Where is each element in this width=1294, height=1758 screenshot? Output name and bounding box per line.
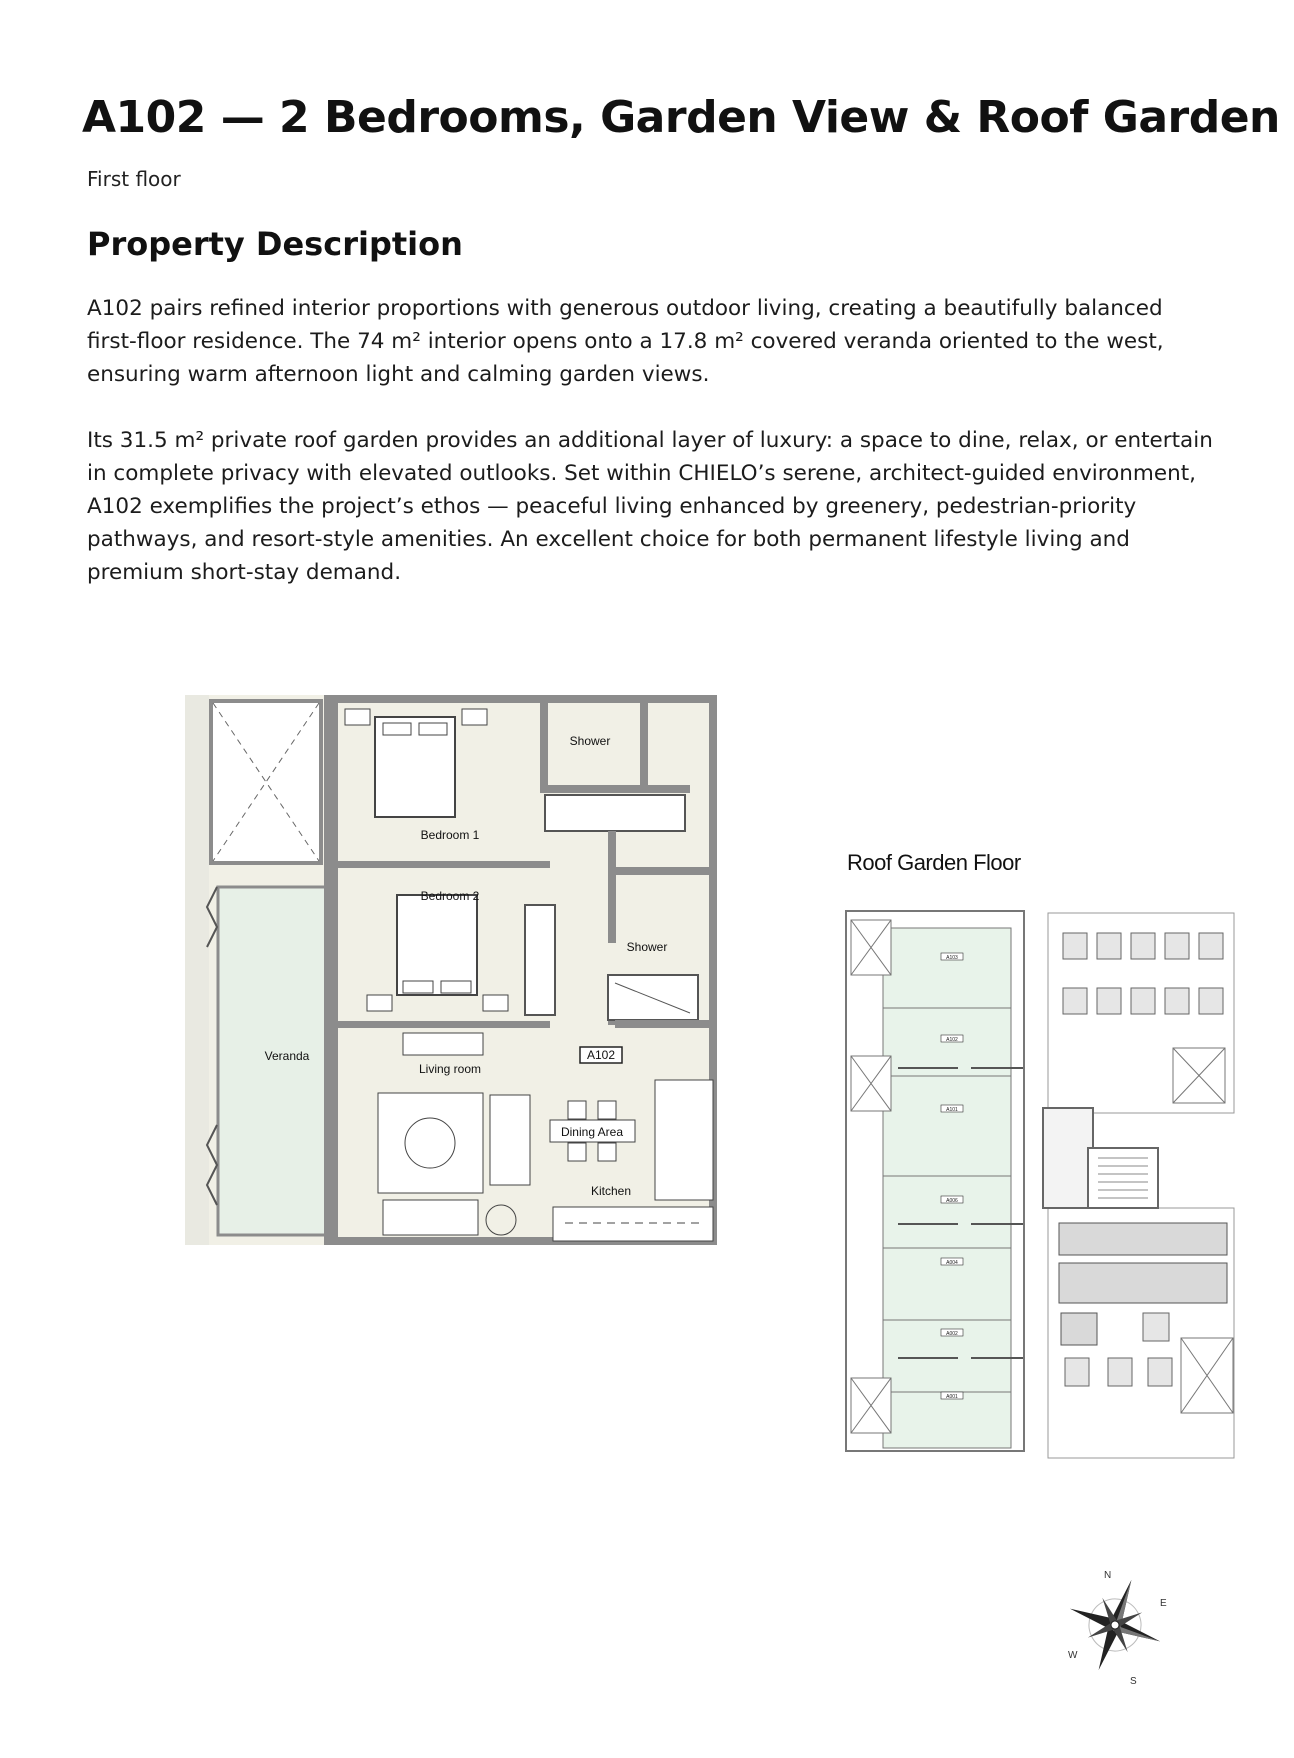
label-kitchen: Kitchen [590, 1184, 632, 1198]
roof-unit-tag: A002 [946, 1331, 958, 1337]
unit-tag: A102 [586, 1048, 616, 1062]
description-paragraph-1: A102 pairs refined interior proportions with generous outdoor living, creating a beautifully balanced first-floor residence. The 74 m² interior opens onto a 17.8 m² covered veranda oriented to the west, ensuring warm afternoon light and calming garden views. [87, 296, 1164, 387]
roof-unit-tag: A006 [946, 1198, 958, 1204]
label-shower-1: Shower [569, 734, 611, 748]
roof-unit-tag: A103 [946, 955, 958, 961]
roof-unit-tag: A004 [946, 1260, 958, 1266]
floor-level: First floor [87, 167, 181, 191]
roof-unit-tag: A001 [946, 1394, 958, 1400]
compass-icon [1050, 1560, 1180, 1690]
label-bedroom-2: Bedroom 2 [420, 889, 480, 903]
compass-n: N [1104, 1570, 1112, 1581]
compass-w: W [1068, 1650, 1078, 1661]
label-veranda: Veranda [264, 1049, 310, 1063]
roof-unit-tag: A101 [946, 1107, 958, 1113]
section-heading: Property Description [87, 225, 463, 263]
roof-unit-tag: A102 [946, 1037, 958, 1043]
label-dining-area: Dining Area [560, 1125, 624, 1139]
description-paragraph-2: Its 31.5 m² private roof garden provides an additional layer of luxury: a space to dine, relax, or entertain in complete privacy with elevated outlooks. Set within CHIELO’s serene, architect-guided environment, A102 exemplifies the project’s ethos — peaceful living enhanced by greenery, pedestrian-priority pathways, and resort-style amenities. An excellent choice for both permanent lifestyle living and premium short-stay demand. [87, 428, 1213, 585]
compass-e: E [1160, 1598, 1167, 1609]
label-living-room: Living room [418, 1062, 482, 1076]
roof-garden-plan [843, 908, 1243, 1460]
apartment-floor-plan [185, 695, 717, 1245]
label-bedroom-1: Bedroom 1 [420, 828, 480, 842]
label-shower-2: Shower [626, 940, 668, 954]
page-title: A102 — 2 Bedrooms, Garden View & Roof Garden [82, 92, 1280, 143]
compass-s: S [1130, 1676, 1137, 1687]
roof-plan-title: Roof Garden Floor [847, 850, 1021, 875]
